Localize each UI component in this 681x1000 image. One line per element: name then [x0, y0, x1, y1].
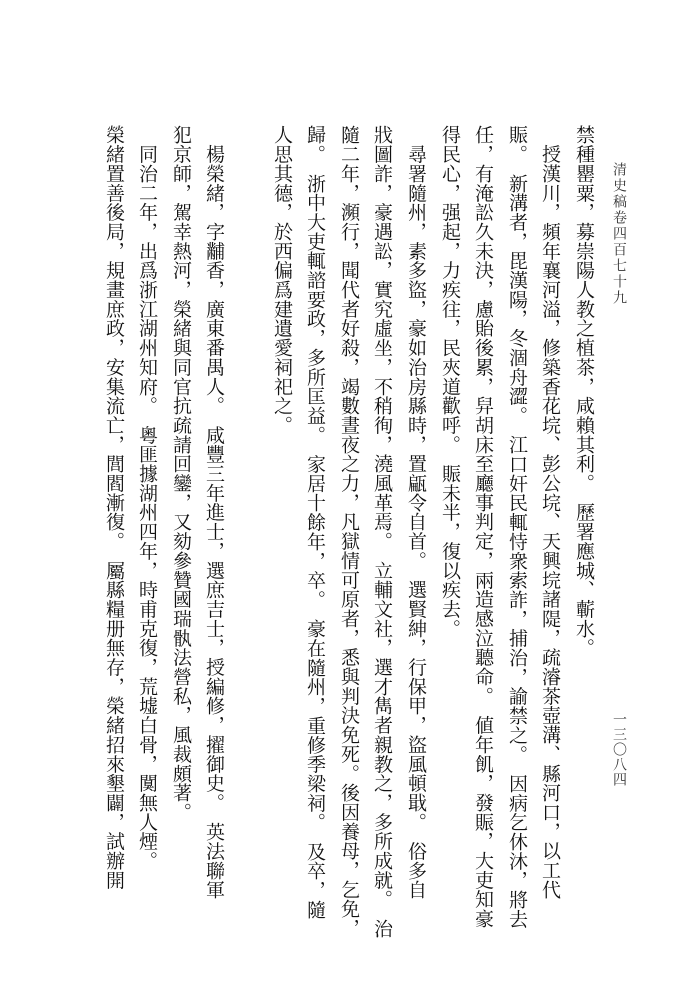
- text-column: 任，有淹訟久未決，慮貽後累，舁胡床至廳事判定，兩造感泣聽命。 値年飢，發賑，大吏知豪: [472, 125, 494, 929]
- text-column: 禁種罌粟，募崇陽人教之植茶，咸賴其利。 歷署應城、蘄水。: [573, 125, 595, 658]
- text-column: 同治二年，出爲浙江湖州知府。 粵匪據湖州四年，時甫克復，荒墟白骨，闃無人煙。: [136, 125, 158, 871]
- text-column: 歸。 浙中大吏輒諮要政，多所匡益。 家居十餘年，卒。 豪在隨州，重修季梁祠。 及卒，隨: [304, 125, 326, 920]
- text-column: 賑。 新溝者，毘漢陽，冬涸舟澀。 江口奸民輒恃衆索詐，捕治，諭禁之。 因病乞休沐，將去: [506, 125, 528, 929]
- text-column: 隨二年，瀕行，聞代者好殺，竭數晝夜之力，凡獄情可原者，悉與判決免死。後因養母，乞免，: [338, 125, 360, 938]
- text-column: 得民心，强起，力疾往，民夾道歡呼。 賑未半，復以疾去。: [439, 125, 461, 638]
- text-column: 榮緒置善後局，規畫庶政，安集流亡，閭閻漸復。 屬縣糧册無存，榮緒招來墾闢，試辦開: [103, 125, 125, 890]
- running-header-title: 清史稿卷四百七十九: [611, 162, 627, 306]
- text-column: 戕圖詐，豪遇訟，實究虛坐，不稍徇，澆風革焉。 立輔文社，選才雋者親教之，多所成就。 治: [371, 125, 393, 939]
- page-number: 一三〇八四: [611, 712, 627, 787]
- text-column: 楊榮緒，字黼香，廣東番禺人。 咸豐三年進士，選庶吉士，授編修，擢御史。 英法聯軍: [203, 125, 225, 900]
- text-column: 尋署隨州，素多盜，豪如治房縣時，置甂令自首。 選賢紳，行保甲，盜風頓戢。 俗多自: [405, 125, 427, 900]
- text-column: 授漢川，頻年襄河溢，修築香花垸、彭公垸、天興垸諸隄，疏濬茶壺溝、縣河口，以工代: [539, 125, 561, 899]
- text-column: 人思其德，於西偏爲建遺愛祠祀之。: [271, 125, 293, 435]
- text-column: 犯京師，駕幸熱河，榮緒與同官抗疏請回鑾，又劾參贊國瑞骫法營私，風裁頗著。: [170, 125, 192, 822]
